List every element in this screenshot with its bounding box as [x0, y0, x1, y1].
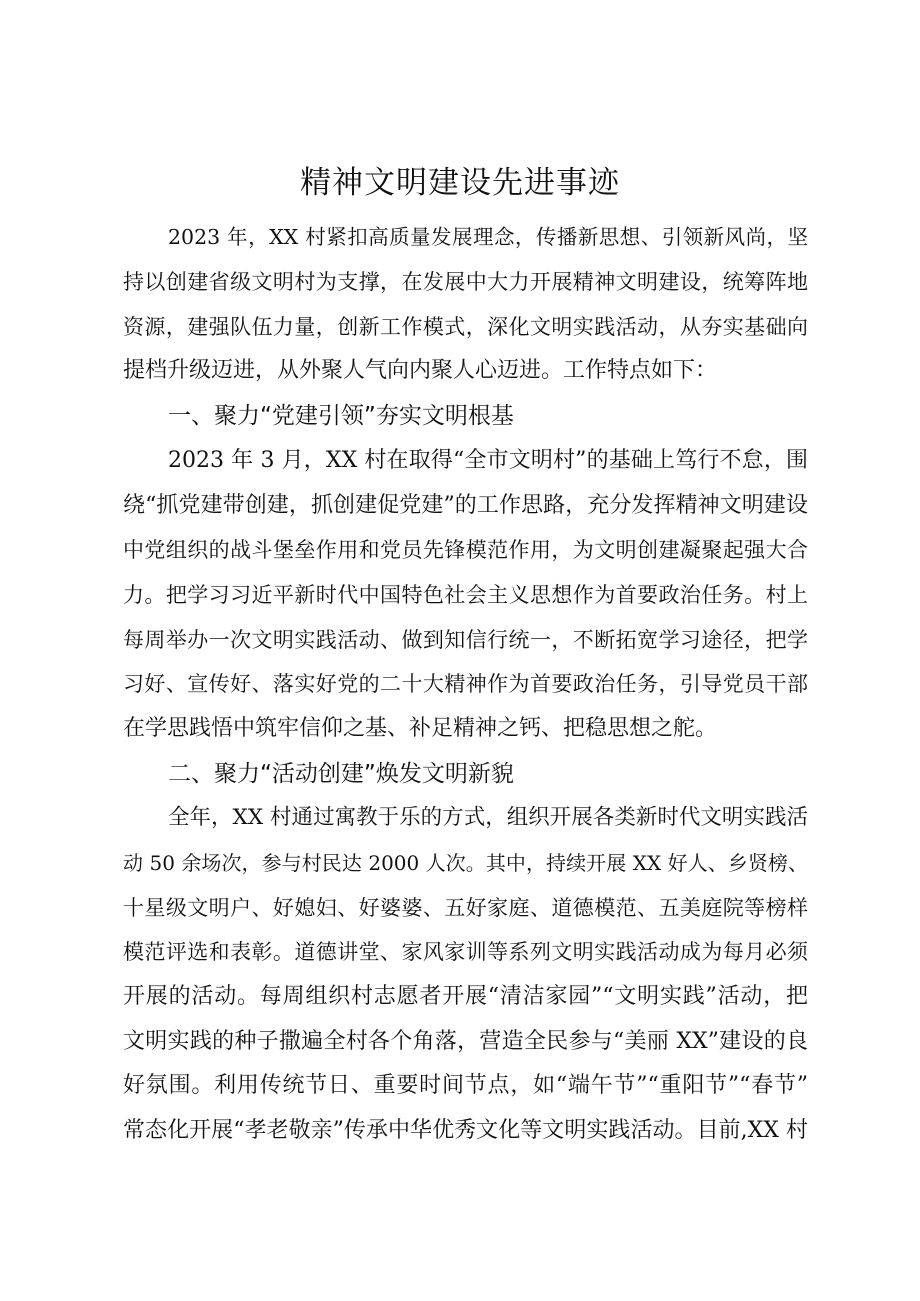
- section-1-heading: 一、聚力“党建引领”夯实文明根基: [168, 403, 514, 429]
- section-1-line-2: 绕“抓党建带创建，抓创建促党建”的工作思路，充分发挥精神文明建设: [123, 493, 808, 518]
- section-2-line-2: 动 50 余场次，参与村民达 2000 人次。其中，持续开展 XX 好人、乡贤榜、: [123, 851, 808, 875]
- intro-line-3: 资源，建强队伍力量，创新工作模式，深化文明实践活动，从夯实基础向: [123, 315, 808, 339]
- intro-line-1: 2023 年，XX 村紧扣高质量发展理念，传播新思想、引领新风尚，坚: [168, 225, 808, 249]
- section-2-line-4: 模范评选和表彰。道德讲堂、家风家训等系列文明实践活动成为每月必须: [123, 940, 808, 964]
- section-1-line-4: 力。把学习习近平新时代中国特色社会主义思想作为首要政治任务。村上: [123, 583, 808, 607]
- intro-line-4: 提档升级迈进，从外聚人气向内聚人心迈进。工作特点如下：: [123, 358, 718, 383]
- section-2-line-5: 开展的活动。每周组织村志愿者开展“清洁家园”“文明实践”活动，把: [123, 984, 808, 1009]
- intro-line-2: 持以创建省级文明村为支撑，在发展中大力开展精神文明建设，统筹阵地: [123, 270, 808, 294]
- section-1-line-6: 习好、宣传好、落实好党的二十大精神作为首要政治任务，引导党员干部: [123, 672, 808, 696]
- section-1-line-3: 中党组织的战斗堡垒作用和党员先锋模范作用，为文明创建凝聚起强大合: [123, 538, 808, 562]
- section-2-heading: 二、聚力“活动创建”焕发文明新貌: [168, 761, 514, 787]
- section-2-line-1: 全年，XX 村通过寓教于乐的方式，组织开展各类新时代文明实践活: [168, 805, 808, 830]
- section-2-line-6: 文明实践的种子撒遍全村各个角落，营造全民参与“美丽 XX”建设的良: [123, 1029, 808, 1054]
- section-1-line-5: 每周举办一次文明实践活动、做到知信行统一，不断拓宽学习途径，把学: [123, 628, 808, 652]
- section-2-line-8: 常态化开展“孝老敬亲”传承中华优秀文化等文明实践活动。目前,XX 村: [123, 1118, 808, 1143]
- section-1-line-7: 在学思践悟中筑牢信仰之基、补足精神之钙、把稳思想之舵。: [123, 716, 718, 741]
- document-title: 精神文明建设先进事迹: [300, 165, 620, 201]
- section-2-line-3: 十星级文明户、好媳妇、好婆婆、五好家庭、道德模范、五美庭院等榜样: [123, 896, 808, 920]
- section-2-line-7: 好氛围。利用传统节日、重要时间节点，如“端午节”“重阳节”“春节”: [123, 1073, 808, 1098]
- section-1-line-1: 2023 年 3 月，XX 村在取得“全市文明村”的基础上笃行不怠，围: [168, 448, 808, 473]
